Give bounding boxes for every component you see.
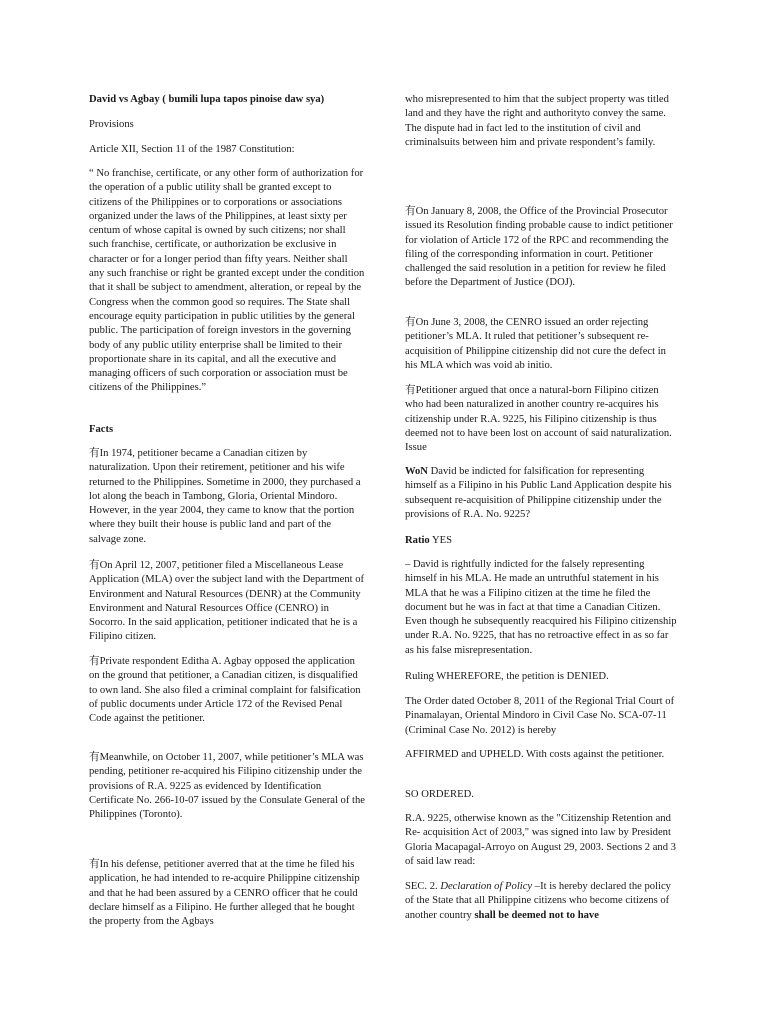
so-ordered: SO ORDERED. — [405, 789, 474, 800]
issue-paragraph — [405, 465, 677, 522]
ruling-paragraph: Ruling WHEREFORE, the petition is DENIED. — [405, 671, 609, 682]
article-reference: Article XII, Section 11 of the 1987 Constitution: — [89, 144, 295, 155]
cenro-paragraph: 有On June 3, 2008, the CENRO issued an order rejecting petitioner’s MLA. It ruled that petitioner’s subsequent re-acquisition of Philippine citizenship did not cure the defect in his MLA which was void ab initio. — [405, 317, 666, 371]
facts-paragraph-3: 有Private respondent Editha A. Agbay opposed the application on the ground that petitioner, a Canadian citizen, is disqualified to own land. She also filed a criminal complaint for falsification of public documents under Article 172 of the Revised Penal Code against the petitioner. — [89, 656, 361, 725]
ratio-paragraph: – David is rightfully indicted for the falsely representing himself in his MLA. He made an untruthful statement in his MLA that he was a Filipino citizen at the time he filed the document but he was in fact at that time a Canadian Citizen. Even though he subsequently reacquired his Filipino citizenship under R.A. No. 9225, that has no retroactive effect in as so far as his false misrepresentation. — [405, 559, 677, 656]
continued-paragraph: who misrepresented to him that the subject property was titled land and they have the right and authorityto convey the same. The dispute had in fact led to the institution of civil and criminalsuits between him and private respondent’s family. — [405, 94, 669, 148]
section-2-title: Declaration of Policy — [440, 881, 533, 892]
ratio-heading — [405, 534, 677, 548]
order-paragraph: The Order dated October 8, 2011 of the Regional Trial Court of Pinamalayan, Oriental Mindoro in Civil Case No. SCA-07-11 (Criminal Case No. 2012) is hereby — [405, 696, 675, 736]
facts-paragraph-2: 有On April 12, 2007, petitioner filed a Miscellaneous Lease Application (MLA) over the subject land with the Department of Environment and Natural Resources (DENR) at the Community Environment and Natural Resources Office (CENRO) in Socorro. In the said application, petitioner indicated that he is a Filipino citizen. — [89, 560, 365, 643]
issue-text: David be indicted for falsification for representing himself as a Filipino in his Public Land Application despite his subsequent re-acquisition of Philippine citizenship under the provisions of R.A. No. 9225? — [405, 466, 672, 520]
ratio-value: YES — [429, 535, 452, 546]
constitution-quote: “ No franchise, certificate, or any other form of authorization for the operation of a public utility shall be granted except to citizens of the Philippines or to corporations or associations organized under the laws of the Philippines, at least sixty per centum of whose capital is owned by such citizens; nor shall such franchise, certificate, or authorization be exclusive in character or for a longer period than fifty years. Neither shall any such franchise or right be granted except under the condition that it shall be subject to amendment, alteration, or repeal by the Congress when the common good so requires. The State shall encourage equity participation in public utilities by the general public. The participation of foreign investors in the governing body of any public utility enterprise shall be limited to their proportionate share in its capital, and all the executive and managing officers of such corporation or association must be citizens of the Philippines.” — [89, 168, 365, 394]
facts-paragraph-1: 有In 1974, petitioner became a Canadian citizen by naturalization. Upon their retirement, petitioner and his wife returned to the Philippines. Sometime in 2000, they purchased a lot along the beach in Tambong, Gloria, Oriental Mindoro. However, in the year 2004, they came to know that the portion where they built their house is public land and part of the salvage zone. — [89, 448, 361, 545]
section-2-bold-text: shall be deemed not to have — [474, 909, 599, 921]
section-2-paragraph — [405, 880, 677, 923]
provisions-heading: Provisions — [89, 119, 134, 130]
ratio-label: Ratio — [405, 535, 430, 546]
issue-label: WoN — [405, 466, 428, 477]
facts-paragraph-4: 有Meanwhile, on October 11, 2007, while petitioner’s MLA was pending, petitioner re-acquired his Filipino citizenship under the provisions of R.A. 9225 as evidenced by Identification Certificate No. 266-10-07 issued by the Consulate General of the Philippines (Toronto). — [89, 752, 365, 821]
section-2-text: –It is hereby declared the policy of the State that all Philippine citizens who become citizens of another country — [405, 881, 671, 921]
facts-heading: Facts — [89, 424, 114, 435]
affirmed-paragraph: AFFIRMED and UPHELD. With costs against the petitioner. — [405, 749, 665, 760]
prosecutor-paragraph: 有On January 8, 2008, the Office of the Provincial Prosecutor issued its Resolution finding probable cause to indict petitioner for violation of Article 172 of the RPC and recommending the filing of the corresponding information in court. Petitioner challenged the said resolution in a petition for review he filed before the Department of Justice (DOJ). — [405, 206, 673, 289]
argument-paragraph: 有Petitioner argued that once a natural-born Filipino citizen who had been naturalized in another country re-acquires his citizenship under R.A. 9225, his Filipino citizenship is thus deemed not to have been lost on account of said naturalization. Issue — [405, 385, 672, 454]
ra9225-paragraph: R.A. 9225, otherwise known as the "Citizenship Retention and Re- acquisition Act of 2003," was signed into law by President Gloria Macapagal-Arroyo on August 29, 2003. Sections 2 and 3 of said law read: — [405, 813, 676, 867]
section-2-label: SEC. 2. — [405, 881, 441, 892]
facts-paragraph-5: 有In his defense, petitioner averred that at the time he filed his application, he had intended to re-acquire Philippine citizenship and that he had been assured by a CENRO officer that he could declare himself as a Filipino. He further alleged that he bought the property from the Agbays — [89, 859, 360, 928]
case-title: David vs Agbay ( bumili lupa tapos pinoise daw sya) — [89, 94, 325, 105]
